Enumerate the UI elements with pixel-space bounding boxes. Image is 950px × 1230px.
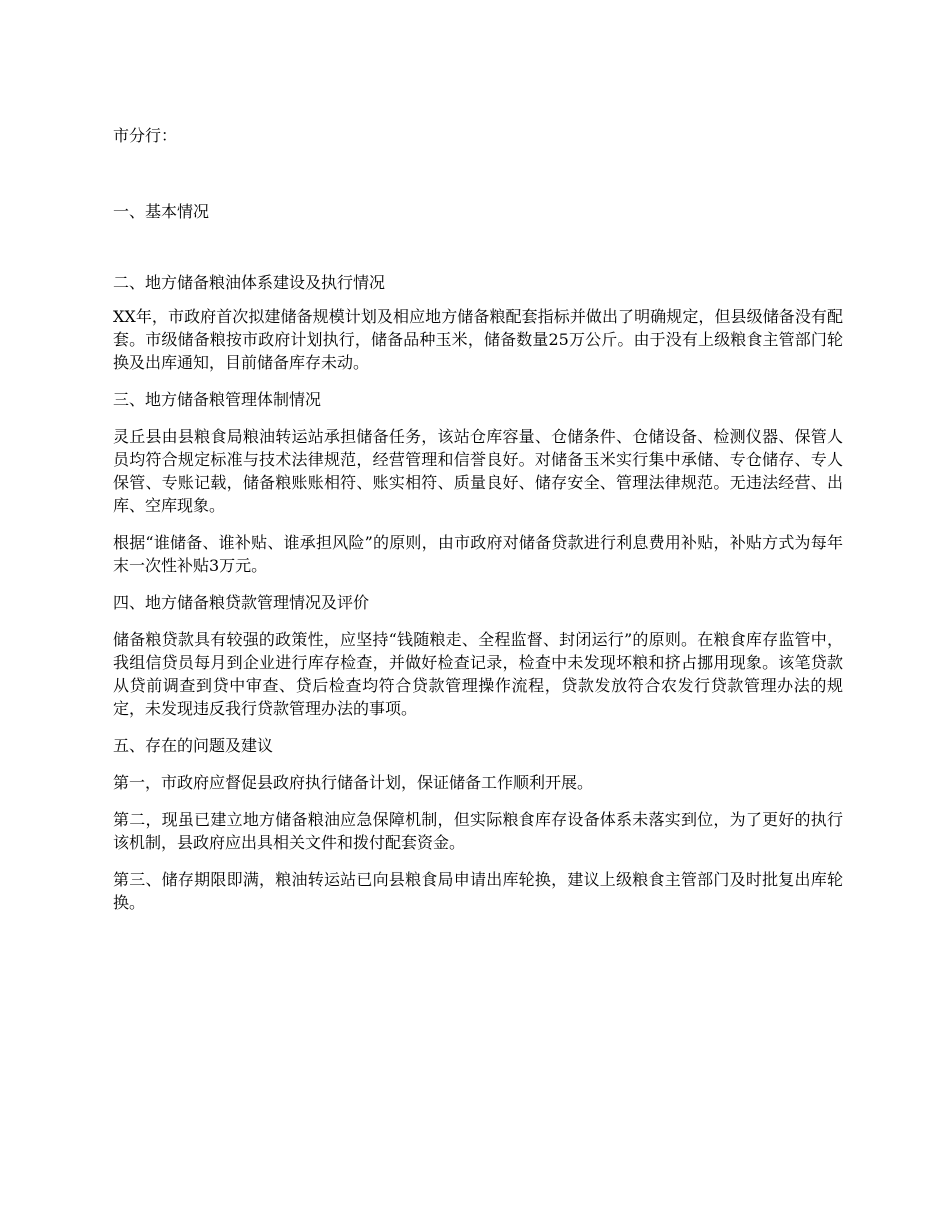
paragraph-loan-management: 储备粮贷款具有较强的政策性，应坚持“钱随粮走、全程监督、封闭运行”的原则。在粮食库存监管中，我组信贷员每月到企业进行库存检查，并做好检查记录，检查中未发现坏粮和挤占挪用现象。该笔贷款从贷前调查到贷中审查、贷后检查均符合贷款管理操作流程，贷款发放符合农发行贷款管理办法的规定，未发现违反我行贷款管理办法的事项。 — [113, 630, 843, 718]
paragraph-suggestion-2: 第二，现虽已建立地方储备粮油应急保障机制，但实际粮食库存设备体系未落实到位，为了更好的执行该机制，县政府应出具相关文件和拨付配套资金。 — [113, 810, 843, 852]
section-heading-basic-info: 一、基本情况 — [113, 202, 210, 221]
salutation: 市分行： — [113, 126, 178, 145]
paragraph-suggestion-1: 第一，市政府应督促县政府执行储备计划，保证储备工作顺利开展。 — [113, 773, 594, 792]
section-heading-reserve-system: 二、地方储备粮油体系建设及执行情况 — [113, 273, 386, 292]
paragraph-reserve-system: XX年，市政府首次拟建储备规模计划及相应地方储备粮配套指标并做出了明确规定，但县级储备没有配套。市级储备粮按市政府计划执行，储备品种玉米，储备数量25万公斤。由于没有上级粮食主管部门轮换及出库通知，目前储备库存未动。 — [113, 307, 843, 372]
paragraph-suggestion-3: 第三、储存期限即满，粮油转运站已向县粮食局申请出库轮换，建议上级粮食主管部门及时批复出库轮换。 — [113, 870, 843, 912]
section-heading-management-system: 三、地方储备粮管理体制情况 — [113, 390, 322, 409]
section-heading-loan-management: 四、地方储备粮贷款管理情况及评价 — [113, 593, 370, 612]
paragraph-management-system-2: 根据“谁储备、谁补贴、谁承担风险”的原则，由市政府对储备贷款进行利息费用补贴，补贴方式为每年末一次性补贴3万元。 — [113, 533, 843, 575]
section-heading-problems-suggestions: 五、存在的问题及建议 — [113, 736, 274, 755]
document-page — [113, 124, 843, 914]
paragraph-management-system-1: 灵丘县由县粮食局粮油转运站承担储备任务，该站仓库容量、仓储条件、仓储设备、检测仪器、保管人员均符合规定标准与技术法律规范，经营管理和信誉良好。对储备玉米实行集中承储、专仓储存、专人保管、专账记载，储备粮账账相符、账实相符、质量良好、储存安全、管理法律规范。无违法经营、出库、空库现象。 — [113, 427, 843, 515]
